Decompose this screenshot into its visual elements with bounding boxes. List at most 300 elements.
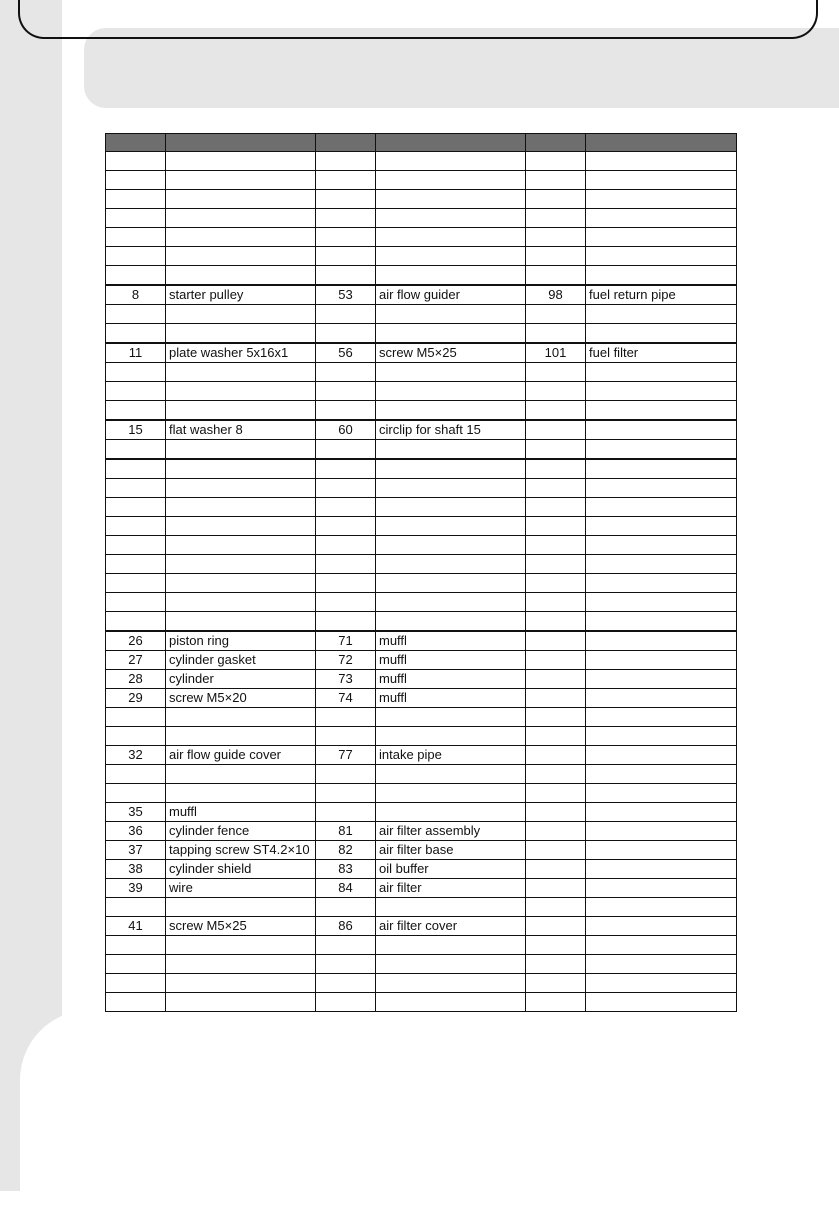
part-name-cell xyxy=(376,708,526,727)
table-row xyxy=(106,803,737,822)
part-name-cell xyxy=(376,459,526,479)
part-name-cell: fuel filter xyxy=(586,343,737,363)
part-name-cell xyxy=(376,209,526,228)
part-number-cell: 37 xyxy=(106,841,166,860)
part-number-cell xyxy=(106,555,166,574)
part-number-cell xyxy=(526,803,586,822)
part-name-cell xyxy=(376,574,526,593)
part-number-cell xyxy=(316,955,376,974)
table-row xyxy=(106,784,737,803)
table-row xyxy=(106,898,737,917)
part-number-cell xyxy=(316,803,376,822)
part-number-cell: 38 xyxy=(106,860,166,879)
table-row xyxy=(106,459,737,479)
table-row xyxy=(106,440,737,460)
part-name-cell: plate washer 5x16x1 xyxy=(166,343,316,363)
part-number-cell xyxy=(106,974,166,993)
table-row xyxy=(106,228,737,247)
table-row xyxy=(106,247,737,266)
part-name-cell: air flow guider xyxy=(376,285,526,305)
part-number-cell: 60 xyxy=(316,420,376,440)
part-number-cell xyxy=(106,209,166,228)
part-name-cell xyxy=(166,574,316,593)
part-name-cell xyxy=(166,517,316,536)
part-name-cell xyxy=(376,401,526,421)
part-number-cell xyxy=(526,420,586,440)
part-name-cell xyxy=(166,612,316,632)
part-number-cell xyxy=(106,401,166,421)
part-name-cell xyxy=(586,171,737,190)
table-row xyxy=(106,324,737,344)
part-name-cell xyxy=(376,993,526,1012)
part-name-cell xyxy=(586,917,737,936)
part-name-cell xyxy=(586,841,737,860)
part-name-cell xyxy=(586,765,737,784)
part-name-cell xyxy=(586,498,737,517)
table-row xyxy=(106,190,737,209)
table-row xyxy=(106,670,737,689)
part-name-cell xyxy=(376,955,526,974)
part-number-cell xyxy=(106,190,166,209)
part-name-cell xyxy=(586,459,737,479)
part-name-cell xyxy=(166,305,316,324)
part-number-cell xyxy=(526,898,586,917)
part-number-cell: 15 xyxy=(106,420,166,440)
table-row xyxy=(106,860,737,879)
part-number-cell: 35 xyxy=(106,803,166,822)
part-number-cell: 36 xyxy=(106,822,166,841)
part-name-cell xyxy=(586,209,737,228)
part-name-cell xyxy=(586,955,737,974)
part-number-cell xyxy=(316,727,376,746)
part-name-cell xyxy=(376,152,526,171)
part-name-cell: circlip for shaft 15 xyxy=(376,420,526,440)
part-name-cell xyxy=(586,382,737,401)
part-name-cell xyxy=(586,536,737,555)
part-name-cell xyxy=(376,784,526,803)
part-number-cell: 74 xyxy=(316,689,376,708)
table-row xyxy=(106,936,737,955)
part-name-cell xyxy=(166,898,316,917)
part-number-cell xyxy=(106,382,166,401)
part-name-cell xyxy=(376,324,526,344)
part-name-cell xyxy=(376,898,526,917)
table-row xyxy=(106,955,737,974)
part-name-cell xyxy=(586,228,737,247)
part-number-cell xyxy=(316,708,376,727)
part-name-cell xyxy=(376,190,526,209)
part-name-cell: muffl xyxy=(376,651,526,670)
part-number-cell xyxy=(526,555,586,574)
part-name-cell xyxy=(586,517,737,536)
table-row xyxy=(106,746,737,765)
table-row xyxy=(106,536,737,555)
part-number-cell xyxy=(106,593,166,612)
part-number-cell xyxy=(526,765,586,784)
table-row xyxy=(106,479,737,498)
part-name-cell: air flow guide cover xyxy=(166,746,316,765)
table-row xyxy=(106,343,737,363)
part-number-cell: 81 xyxy=(316,822,376,841)
table-row xyxy=(106,152,737,171)
part-number-cell xyxy=(526,822,586,841)
table-row xyxy=(106,651,737,670)
part-number-cell: 98 xyxy=(526,285,586,305)
part-name-cell xyxy=(166,324,316,344)
part-name-cell: air filter xyxy=(376,879,526,898)
part-number-cell xyxy=(526,574,586,593)
part-name-cell xyxy=(586,993,737,1012)
part-name-cell xyxy=(586,974,737,993)
part-number-cell: 26 xyxy=(106,631,166,651)
part-name-cell xyxy=(166,993,316,1012)
part-name-cell xyxy=(376,803,526,822)
part-name-cell xyxy=(376,555,526,574)
part-name-cell xyxy=(586,401,737,421)
part-name-cell xyxy=(166,555,316,574)
part-name-cell xyxy=(166,459,316,479)
header-cell xyxy=(316,134,376,152)
part-number-cell xyxy=(526,689,586,708)
part-name-cell xyxy=(586,860,737,879)
table-header-row xyxy=(106,134,737,152)
part-number-cell: 53 xyxy=(316,285,376,305)
part-name-cell xyxy=(166,498,316,517)
part-number-cell xyxy=(106,440,166,460)
table-row xyxy=(106,612,737,632)
table-row xyxy=(106,631,737,651)
part-number-cell xyxy=(526,936,586,955)
part-number-cell xyxy=(316,993,376,1012)
part-name-cell xyxy=(586,784,737,803)
part-number-cell xyxy=(526,209,586,228)
table-row xyxy=(106,555,737,574)
part-number-cell xyxy=(316,517,376,536)
part-number-cell: 41 xyxy=(106,917,166,936)
part-number-cell xyxy=(106,247,166,266)
header-cell xyxy=(586,134,737,152)
part-number-cell xyxy=(526,382,586,401)
part-name-cell xyxy=(166,708,316,727)
part-number-cell xyxy=(526,879,586,898)
table-row xyxy=(106,498,737,517)
part-name-cell xyxy=(586,593,737,612)
part-number-cell xyxy=(316,171,376,190)
part-number-cell xyxy=(106,784,166,803)
part-name-cell: intake pipe xyxy=(376,746,526,765)
part-name-cell xyxy=(586,670,737,689)
part-number-cell xyxy=(316,382,376,401)
part-name-cell xyxy=(376,247,526,266)
part-number-cell: 77 xyxy=(316,746,376,765)
part-number-cell xyxy=(106,498,166,517)
part-number-cell xyxy=(526,440,586,460)
part-name-cell: fuel return pipe xyxy=(586,285,737,305)
table-row xyxy=(106,727,737,746)
part-name-cell xyxy=(586,363,737,382)
part-name-cell xyxy=(586,612,737,632)
part-number-cell xyxy=(106,765,166,784)
part-name-cell xyxy=(166,479,316,498)
part-number-cell xyxy=(526,612,586,632)
part-number-cell: 72 xyxy=(316,651,376,670)
part-name-cell: oil buffer xyxy=(376,860,526,879)
part-number-cell xyxy=(526,247,586,266)
part-name-cell xyxy=(166,190,316,209)
part-name-cell xyxy=(166,536,316,555)
part-number-cell xyxy=(106,708,166,727)
part-name-cell xyxy=(586,555,737,574)
part-name-cell xyxy=(166,247,316,266)
part-number-cell xyxy=(316,555,376,574)
part-name-cell: muffl xyxy=(376,670,526,689)
part-name-cell: piston ring xyxy=(166,631,316,651)
part-name-cell: wire xyxy=(166,879,316,898)
part-number-cell xyxy=(526,324,586,344)
part-number-cell xyxy=(106,363,166,382)
part-name-cell xyxy=(166,363,316,382)
part-name-cell: screw M5×25 xyxy=(376,343,526,363)
part-name-cell xyxy=(586,247,737,266)
part-name-cell xyxy=(376,517,526,536)
part-number-cell xyxy=(526,152,586,171)
table-row xyxy=(106,285,737,305)
part-number-cell xyxy=(316,612,376,632)
part-number-cell xyxy=(526,363,586,382)
part-number-cell xyxy=(526,266,586,286)
part-name-cell: air filter cover xyxy=(376,917,526,936)
part-name-cell xyxy=(586,190,737,209)
left-margin-band xyxy=(0,0,62,1191)
part-number-cell xyxy=(316,479,376,498)
part-number-cell xyxy=(106,266,166,286)
part-name-cell xyxy=(376,936,526,955)
part-name-cell xyxy=(166,401,316,421)
table-row xyxy=(106,209,737,228)
part-name-cell xyxy=(376,974,526,993)
part-number-cell xyxy=(106,727,166,746)
part-name-cell xyxy=(166,152,316,171)
part-name-cell xyxy=(586,266,737,286)
part-name-cell: muffl xyxy=(376,689,526,708)
part-name-cell xyxy=(166,784,316,803)
part-number-cell xyxy=(316,305,376,324)
part-number-cell xyxy=(526,784,586,803)
table-row xyxy=(106,879,737,898)
part-name-cell xyxy=(586,898,737,917)
table-row xyxy=(106,574,737,593)
part-name-cell: cylinder xyxy=(166,670,316,689)
part-number-cell: 8 xyxy=(106,285,166,305)
part-name-cell xyxy=(376,305,526,324)
part-name-cell: air filter assembly xyxy=(376,822,526,841)
part-name-cell xyxy=(166,266,316,286)
part-name-cell xyxy=(376,727,526,746)
part-name-cell xyxy=(166,936,316,955)
part-name-cell xyxy=(376,440,526,460)
part-number-cell xyxy=(526,955,586,974)
table-row xyxy=(106,993,737,1012)
part-number-cell xyxy=(106,152,166,171)
table-row xyxy=(106,382,737,401)
part-name-cell: muffl xyxy=(166,803,316,822)
part-name-cell xyxy=(376,171,526,190)
part-name-cell xyxy=(586,822,737,841)
part-number-cell xyxy=(316,266,376,286)
part-number-cell xyxy=(316,209,376,228)
part-name-cell: screw M5×20 xyxy=(166,689,316,708)
part-number-cell xyxy=(526,651,586,670)
part-name-cell xyxy=(586,746,737,765)
table-row xyxy=(106,363,737,382)
part-number-cell xyxy=(526,498,586,517)
part-number-cell: 56 xyxy=(316,343,376,363)
part-name-cell xyxy=(586,305,737,324)
header-band xyxy=(84,28,839,108)
part-number-cell xyxy=(526,670,586,689)
part-name-cell xyxy=(376,498,526,517)
part-number-cell xyxy=(106,898,166,917)
part-number-cell xyxy=(316,498,376,517)
part-name-cell xyxy=(166,440,316,460)
part-name-cell xyxy=(586,152,737,171)
part-name-cell xyxy=(376,266,526,286)
part-name-cell xyxy=(586,708,737,727)
part-number-cell xyxy=(316,152,376,171)
part-number-cell xyxy=(316,440,376,460)
part-number-cell xyxy=(316,536,376,555)
part-name-cell: starter pulley xyxy=(166,285,316,305)
part-number-cell xyxy=(526,727,586,746)
part-name-cell xyxy=(166,974,316,993)
part-name-cell xyxy=(376,536,526,555)
part-number-cell: 82 xyxy=(316,841,376,860)
part-number-cell: 86 xyxy=(316,917,376,936)
part-name-cell xyxy=(586,803,737,822)
table-row xyxy=(106,708,737,727)
part-number-cell xyxy=(526,459,586,479)
part-name-cell xyxy=(376,228,526,247)
part-number-cell xyxy=(526,631,586,651)
part-name-cell xyxy=(166,593,316,612)
part-name-cell: air filter base xyxy=(376,841,526,860)
part-number-cell xyxy=(106,459,166,479)
table-row xyxy=(106,841,737,860)
page-border-curve xyxy=(18,0,818,39)
part-name-cell xyxy=(376,765,526,784)
part-name-cell xyxy=(376,363,526,382)
part-name-cell xyxy=(586,324,737,344)
part-number-cell xyxy=(526,708,586,727)
part-number-cell: 29 xyxy=(106,689,166,708)
part-number-cell: 71 xyxy=(316,631,376,651)
part-number-cell xyxy=(526,974,586,993)
part-number-cell xyxy=(106,517,166,536)
part-number-cell xyxy=(316,228,376,247)
part-number-cell: 73 xyxy=(316,670,376,689)
part-name-cell xyxy=(166,171,316,190)
table-row xyxy=(106,822,737,841)
part-name-cell: cylinder fence xyxy=(166,822,316,841)
part-name-cell: cylinder shield xyxy=(166,860,316,879)
table-row xyxy=(106,917,737,936)
part-name-cell xyxy=(166,765,316,784)
part-name-cell xyxy=(586,420,737,440)
table-body xyxy=(106,152,737,1012)
part-number-cell xyxy=(526,841,586,860)
part-number-cell xyxy=(316,459,376,479)
part-number-cell: 84 xyxy=(316,879,376,898)
margin-curve xyxy=(20,1010,130,1210)
part-number-cell xyxy=(526,746,586,765)
header-cell xyxy=(166,134,316,152)
part-name-cell xyxy=(586,631,737,651)
part-number-cell xyxy=(526,171,586,190)
part-number-cell xyxy=(526,305,586,324)
part-number-cell xyxy=(316,784,376,803)
table-row xyxy=(106,305,737,324)
part-name-cell xyxy=(586,651,737,670)
part-number-cell xyxy=(316,247,376,266)
part-name-cell xyxy=(586,574,737,593)
part-number-cell xyxy=(526,517,586,536)
part-name-cell xyxy=(166,209,316,228)
table-row xyxy=(106,974,737,993)
part-name-cell xyxy=(166,382,316,401)
part-name-cell xyxy=(376,612,526,632)
part-name-cell xyxy=(166,228,316,247)
table-row xyxy=(106,401,737,421)
part-number-cell xyxy=(316,190,376,209)
part-name-cell: flat washer 8 xyxy=(166,420,316,440)
part-number-cell xyxy=(106,936,166,955)
part-number-cell xyxy=(316,324,376,344)
table-row xyxy=(106,517,737,536)
part-number-cell xyxy=(526,993,586,1012)
table-row xyxy=(106,266,737,286)
header-cell xyxy=(526,134,586,152)
part-number-cell xyxy=(316,401,376,421)
part-name-cell xyxy=(376,382,526,401)
part-number-cell: 83 xyxy=(316,860,376,879)
part-number-cell xyxy=(526,401,586,421)
part-name-cell: screw M5×25 xyxy=(166,917,316,936)
part-name-cell: tapping screw ST4.2×10 xyxy=(166,841,316,860)
part-name-cell xyxy=(586,879,737,898)
part-name-cell xyxy=(166,727,316,746)
part-name-cell xyxy=(586,727,737,746)
part-number-cell xyxy=(106,993,166,1012)
part-number-cell xyxy=(106,171,166,190)
part-number-cell xyxy=(106,536,166,555)
header-cell xyxy=(106,134,166,152)
table-row xyxy=(106,420,737,440)
part-number-cell: 101 xyxy=(526,343,586,363)
part-name-cell xyxy=(586,440,737,460)
part-number-cell xyxy=(316,898,376,917)
part-number-cell xyxy=(106,574,166,593)
part-number-cell xyxy=(526,593,586,612)
part-number-cell: 11 xyxy=(106,343,166,363)
part-number-cell xyxy=(106,479,166,498)
part-number-cell xyxy=(106,955,166,974)
part-number-cell xyxy=(526,190,586,209)
table-row xyxy=(106,689,737,708)
part-number-cell: 32 xyxy=(106,746,166,765)
part-number-cell xyxy=(526,917,586,936)
part-number-cell xyxy=(316,936,376,955)
part-name-cell xyxy=(376,593,526,612)
